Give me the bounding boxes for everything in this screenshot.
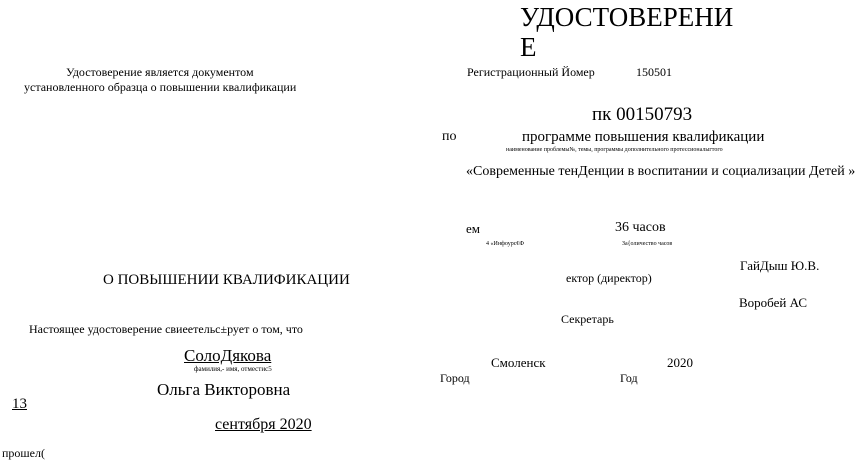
passed-text: прошел(: [2, 446, 45, 460]
director-label: ектор (директор): [566, 271, 652, 285]
issue-day: 13: [12, 396, 27, 412]
registration-label: Регистрационный Йомер: [467, 65, 595, 79]
surname-caption: фамилия,- имя, отместис5: [194, 365, 272, 373]
intro-line-2: установленного образца о повышении квалификации: [24, 80, 297, 94]
certificate-title-line1: УДОСТОВЕРЕНИ: [520, 2, 734, 32]
year-label: Год: [620, 371, 638, 385]
city-label: Город: [440, 371, 470, 385]
certificate-number: пк 00150793: [592, 104, 693, 125]
year-value: 2020: [667, 355, 693, 370]
hours-count: 36 часов: [615, 220, 666, 235]
secretary-label: Секретарь: [561, 312, 614, 326]
program-caption: наименование проблемы№, темы, программы дополнительного протессионалыгтого: [506, 147, 723, 153]
holder-surname: СолоДякова: [184, 346, 272, 365]
registration-number: 150501: [636, 65, 672, 79]
holder-name: Ольга Викторовна: [157, 380, 291, 399]
po-text: по: [442, 129, 457, 144]
volume-prefix: ем: [466, 221, 480, 236]
certificate-title-line2: Е: [520, 32, 537, 62]
volume-caption-right: За{оличество часов: [622, 241, 673, 247]
program-title: «Современные тенДенции в воспитании и социализации Детей »: [466, 164, 855, 179]
volume-caption-left: 4 «Инфоурс€Ф: [486, 241, 525, 247]
city-value: Смоленск: [491, 355, 546, 370]
program-label: программе повышения квалификации: [522, 129, 765, 145]
qualification-heading: О ПОВЫШЕНИИ КВАЛИФИКАЦИИ: [103, 272, 350, 288]
intro-line-1: Удостоверение является документом: [66, 65, 254, 79]
director-name: ГайДыш Ю.В.: [740, 258, 820, 273]
issue-month-year: сентября 2020: [215, 416, 312, 433]
secretary-name: Воробей АС: [739, 295, 808, 310]
certifies-text: Настоящее удостоверение свиеетельс±рует о том, что: [29, 322, 303, 336]
